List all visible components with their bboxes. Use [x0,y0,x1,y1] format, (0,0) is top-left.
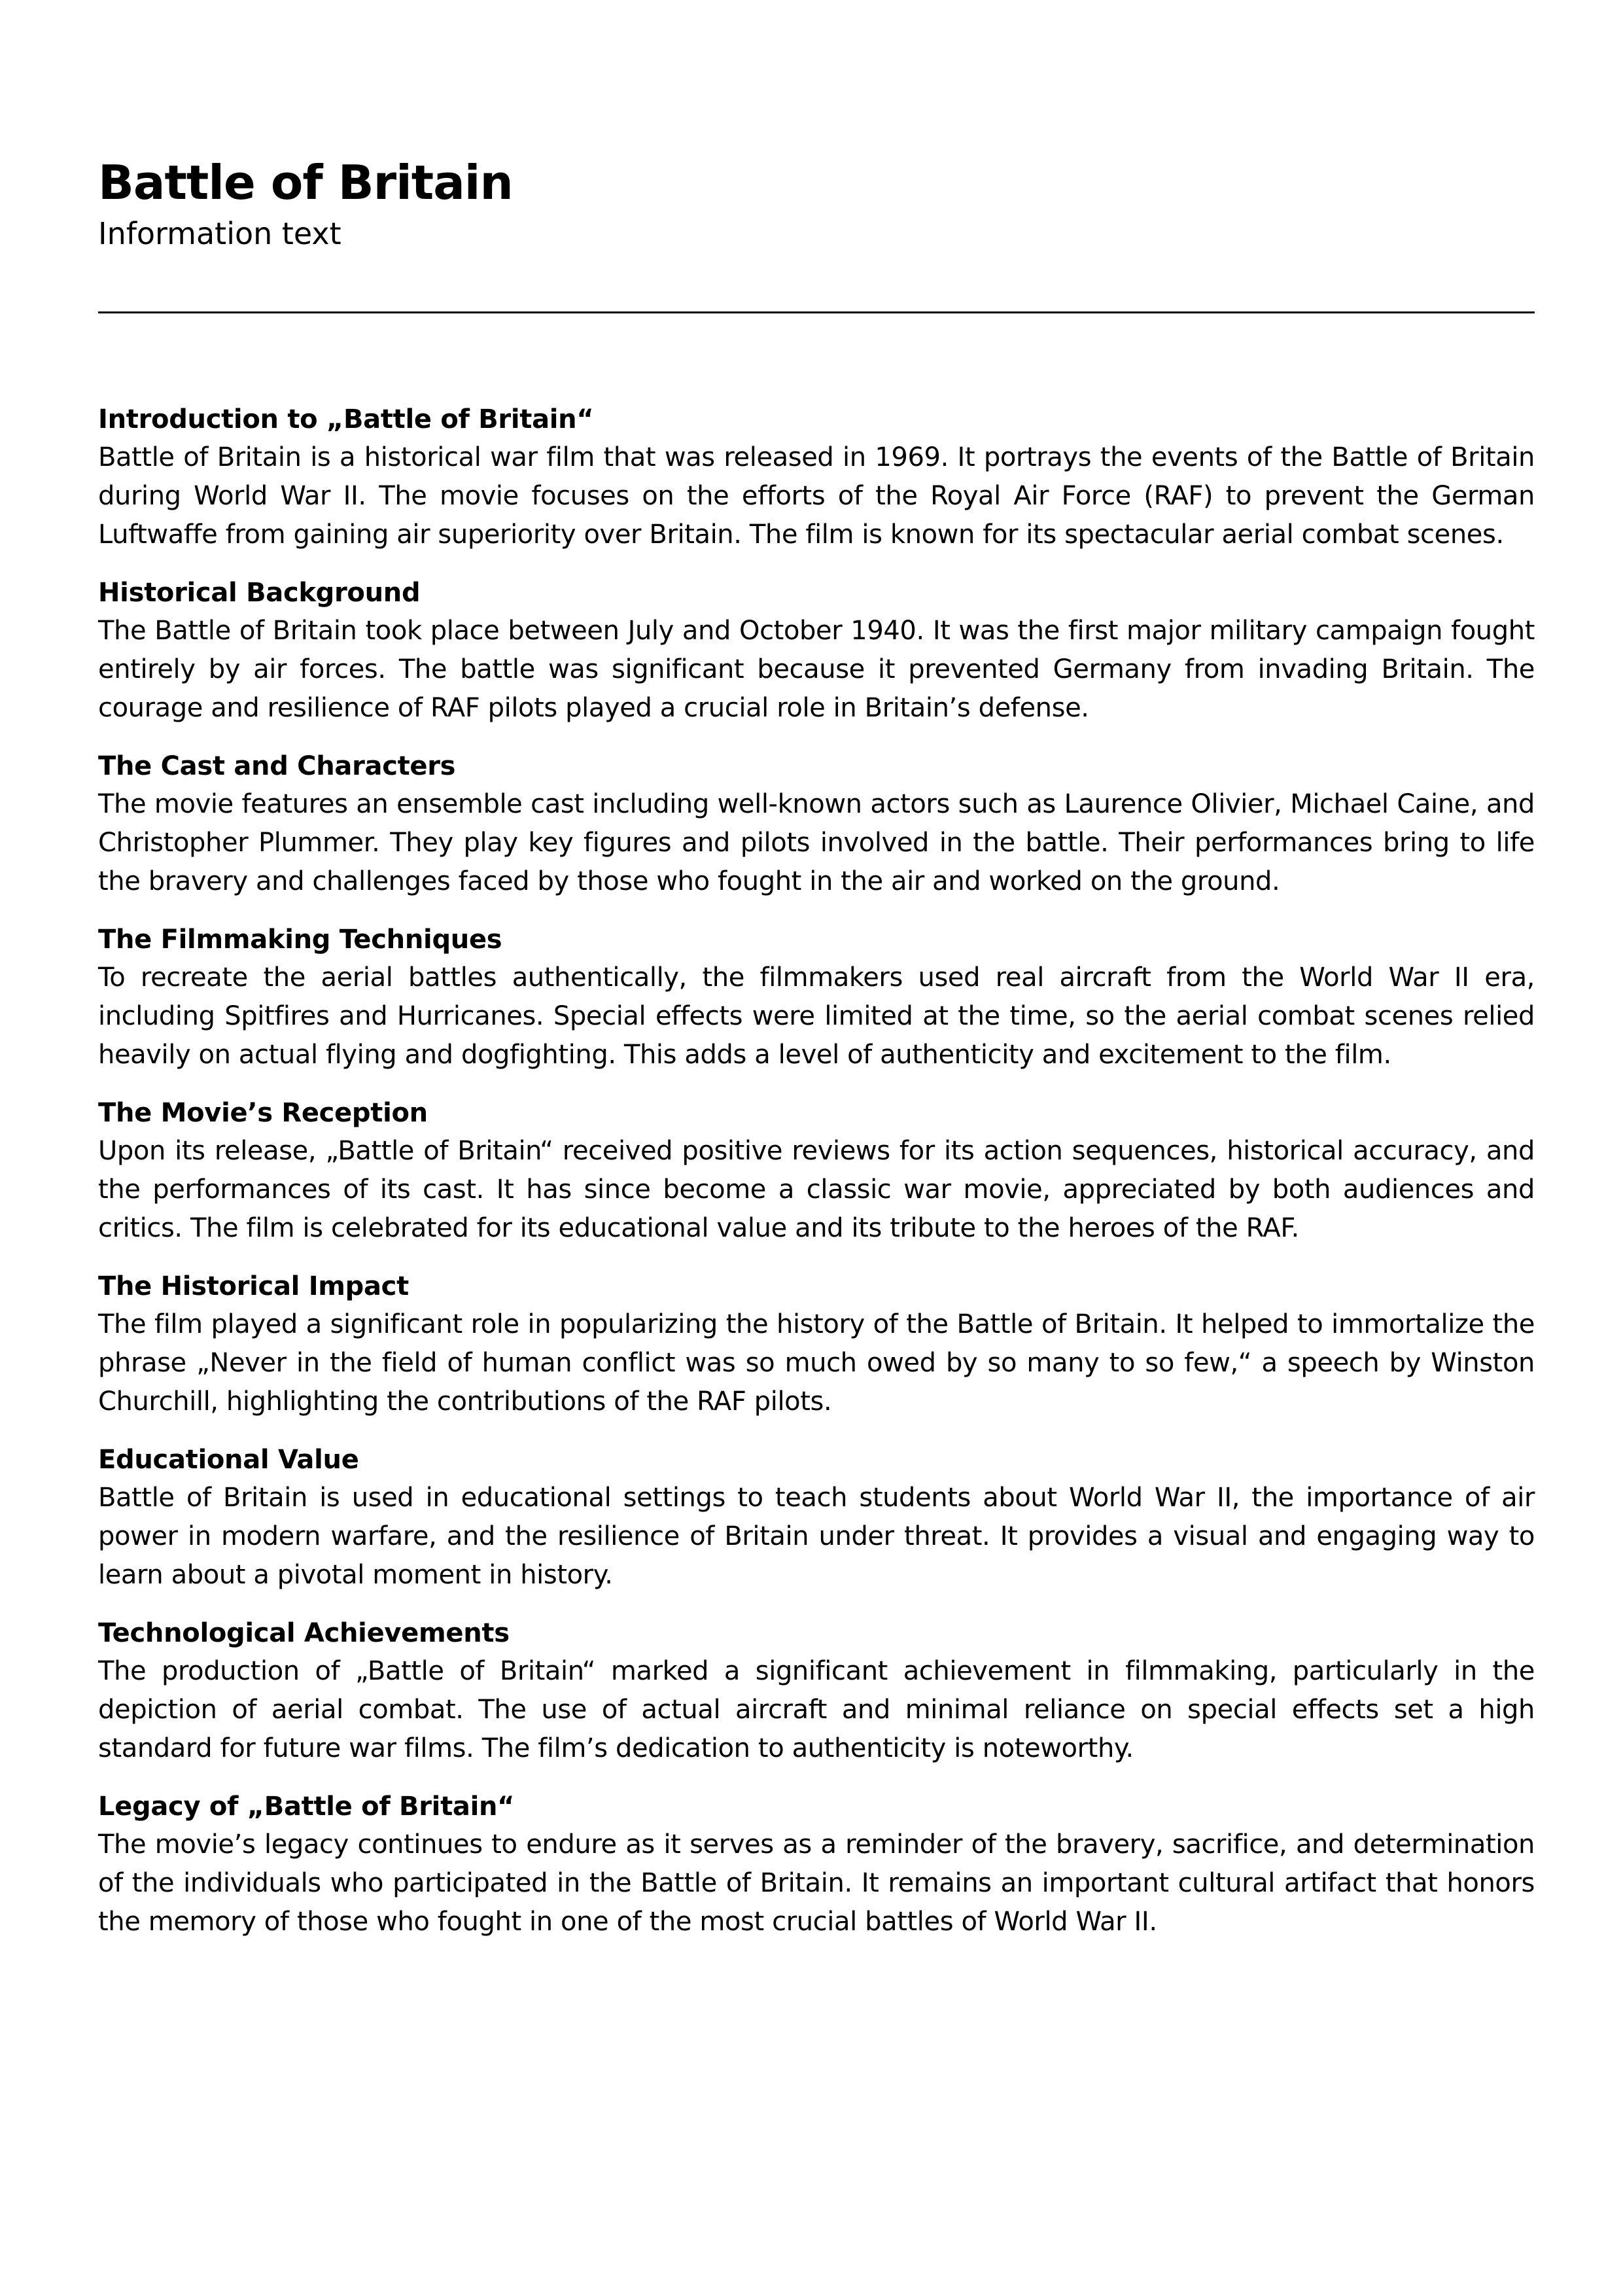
section-paragraph: The film played a significant role in popularizing the history of the Battle of Britain. It helped to immortalize the phrase „Never in the field of human conflict was so much owed by so many to so few,“ a speech by Winston Churchill, highlighting the contributions of the RAF pilots. [98,1309,1535,1417]
section-heading: The Movie’s Reception [98,1098,428,1128]
section-heading: The Historical Impact [98,1271,409,1301]
section-paragraph: The Battle of Britain took place between July and October 1940. It was the first major military campaign fought entirely by air forces. The battle was significant because it prevented Germany from invading Britain. The courage and resilience of RAF pilots played a crucial role in Britain’s defense. [98,616,1535,723]
document-subtitle: Information text [98,216,341,251]
section-heading: Legacy of „Battle of Britain“ [98,1792,515,1822]
header-divider [98,311,1535,313]
section-historical-background [98,574,1535,728]
document-body [98,400,1535,1961]
section-cast-and-characters [98,747,1535,901]
section-paragraph: The production of „Battle of Britain“ marked a significant achievement in filmmaking, particularly in the depiction of aerial combat. The use of actual aircraft and minimal reliance on special effects set a high standard for future war films. The film’s dedication to authenticity is noteworthy. [98,1656,1535,1763]
section-heading: Technological Achievements [98,1618,510,1648]
section-paragraph: The movie features an ensemble cast including well-known actors such as Laurence Olivier, Michael Caine, and Christopher Plummer. They play key figures and pilots involved in the battle. Their performances bring to life the bravery and challenges faced by those who fought in the air and worked on the ground. [98,789,1535,896]
section-filmmaking-techniques [98,921,1535,1074]
section-paragraph: Battle of Britain is a historical war film that was released in 1969. It portrays the events of the Battle of Britain during World War II. The movie focuses on the efforts of the Royal Air Force (RAF) to prevent the German Luftwaffe from gaining air superiority over Britain. The film is known for its spectacular aerial combat scenes. [98,442,1535,550]
section-educational-value [98,1441,1535,1595]
section-heading: Educational Value [98,1445,359,1475]
section-legacy [98,1788,1535,1941]
section-introduction [98,400,1535,554]
section-technological-achievements [98,1614,1535,1768]
section-heading: The Cast and Characters [98,751,456,781]
document-title: Battle of Britain [98,155,513,210]
section-heading: Introduction to „Battle of Britain“ [98,404,594,434]
section-paragraph: To recreate the aerial battles authentically, the filmmakers used real aircraft from the World War II era, including Spitfires and Hurricanes. Special effects were limited at the time, so the aerial combat scenes relied heavily on actual flying and dogfighting. This adds a level of authenticity and excitement to the film. [98,963,1535,1070]
section-paragraph: Upon its release, „Battle of Britain“ received positive reviews for its action sequences, historical accuracy, and the performances of its cast. It has since become a classic war movie, appreciated by both audiences and critics. The film is celebrated for its educational value and its tribute to the heroes of the RAF. [98,1136,1535,1243]
section-heading: Historical Background [98,578,421,608]
section-paragraph: Battle of Britain is used in educational settings to teach students about World War II, the importance of air power in modern warfare, and the resilience of Britain under threat. It provides a visual and engaging way to learn about a pivotal moment in history. [98,1483,1535,1590]
section-movie-reception [98,1094,1535,1248]
section-paragraph: The movie’s legacy continues to endure as it serves as a reminder of the bravery, sacrifice, and determination of the individuals who participated in the Battle of Britain. It remains an important cultural artifact that honors the memory of those who fought in one of the most crucial battles of World War II. [98,1829,1535,1937]
section-heading: The Filmmaking Techniques [98,925,502,955]
section-historical-impact [98,1267,1535,1421]
